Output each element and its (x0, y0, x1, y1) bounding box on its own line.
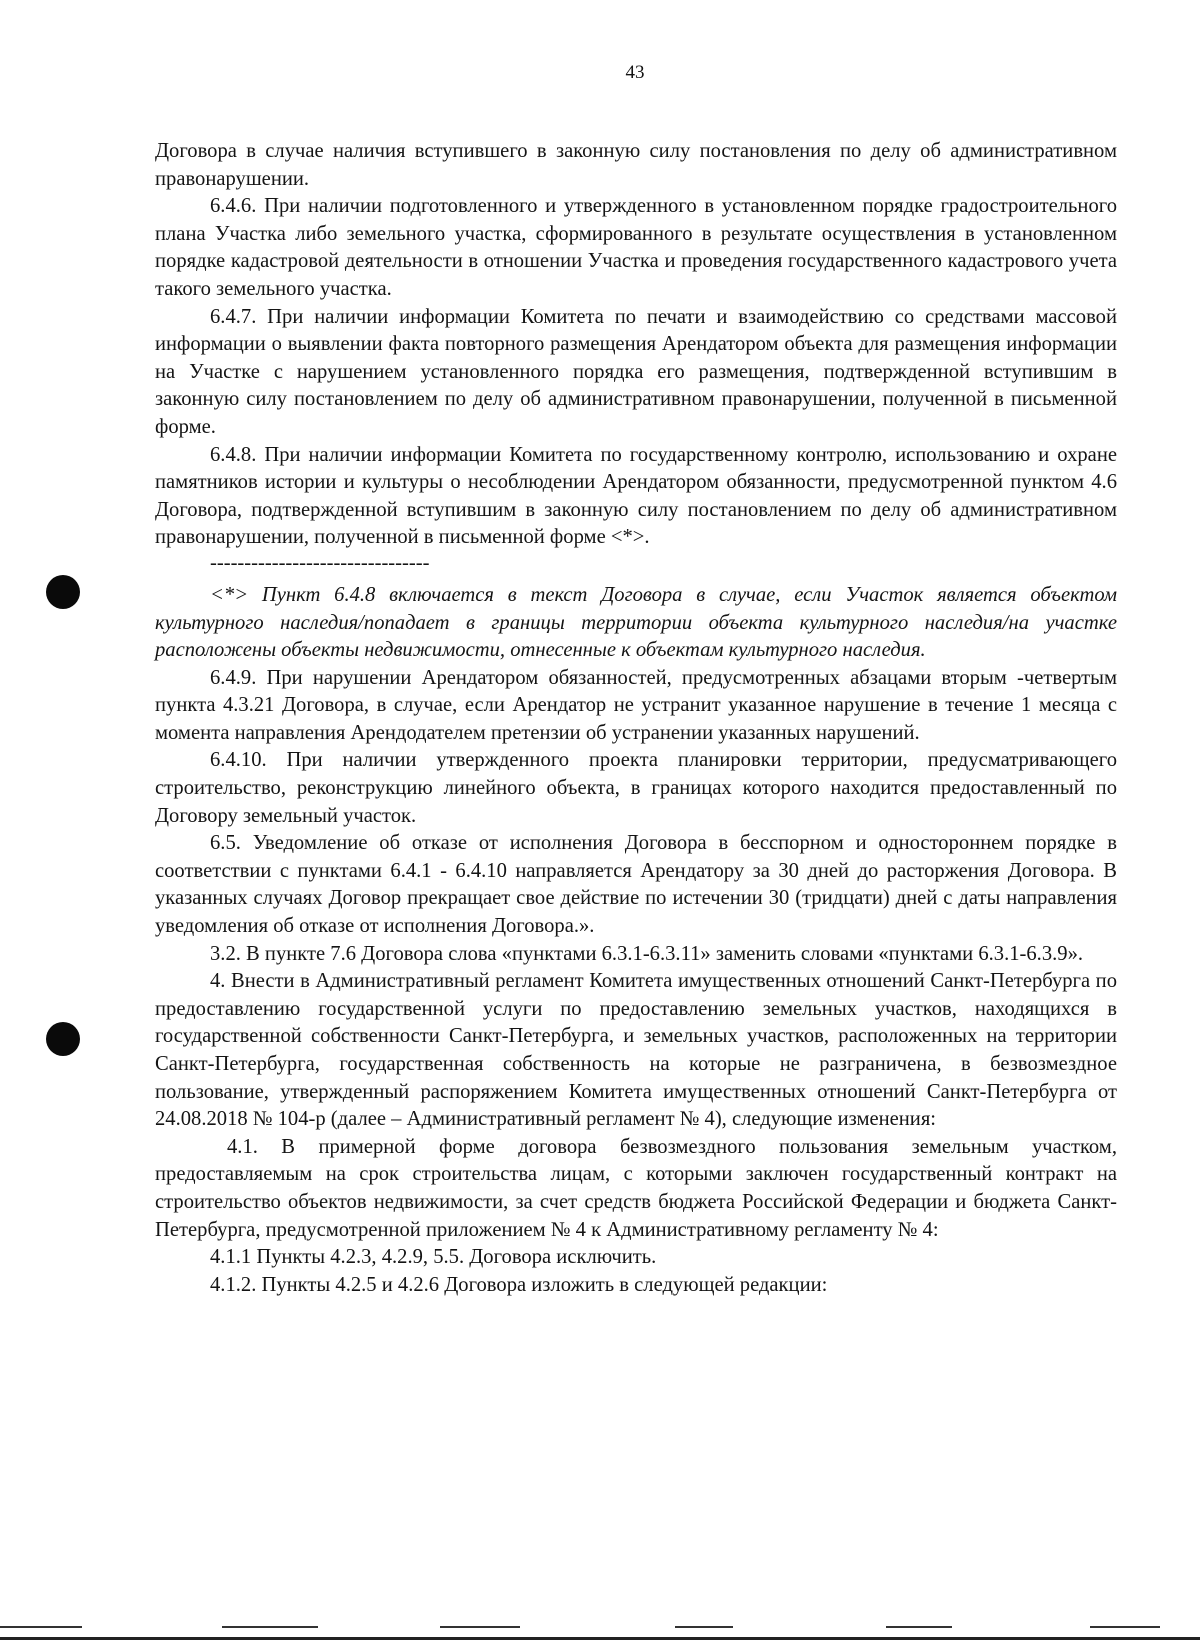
paragraph-6-4-9: 6.4.9. При нарушении Арендатором обязанностей, предусмотренных абзацами вторым -четвертым пункта 4.3.21 Договора, в случае, если Арендатор не устранит указанное нарушение в течение 1 месяца с момента направления Арендодателем претензии об устранении указанных нарушений. (155, 666, 1117, 744)
scan-artifact-line (886, 1626, 952, 1628)
document-body (155, 138, 1117, 1299)
paragraph-4: 4. Внести в Административный регламент Комитета имущественных отношений Санкт-Петербурга по предоставлению государственной услуги по предоставлению земельных участков, находящихся в государственной собственности Санкт-Петербурга, и земельных участков, расположенных на территории Санкт-Петербурга, государственная собственность на которые не разграничена, в безвозмездное пользование, утвержденный распоряжением Комитета имущественных отношений Санкт-Петербурга от 24.08.2018 № 104-р (далее – Административный регламент № 4), следующие изменения: (155, 970, 1117, 1131)
paragraph-4-1-1: 4.1.1 Пункты 4.2.3, 4.2.9, 5.5. Договора исключить. (210, 1246, 657, 1269)
paragraph-6-4-8: 6.4.8. При наличии информации Комитета по государственному контролю, использованию и охране памятников истории и культуры о несоблюдении Арендатором обязанности, предусмотренной пунктом 4.6 Договора, подтвержденной вступившим в законную силу постановлением по делу об административном правонарушении, полученной в письменной форме <*>. (155, 443, 1117, 549)
scan-artifact-line (1090, 1626, 1160, 1628)
paragraph-6-4-10: 6.4.10. При наличии утвержденного проекта планировки территории, предусматривающего строительство, реконструкцию линейного объекта, в границах которого находится предоставленный по Договору земельный участок. (155, 749, 1117, 827)
paragraph-3-2: 3.2. В пункте 7.6 Договора слова «пунктами 6.3.1-6.3.11» заменить словами «пунктами 6.3.1-6.3.9». (210, 942, 1084, 965)
scan-artifact-line (675, 1626, 733, 1628)
page-number: 43 (625, 62, 645, 83)
paragraph-6-4-7: 6.4.7. При наличии информации Комитета по печати и взаимодействию со средствами массовой информации о выявлении факта повторного размещения Арендатором объекта для размещения информации на Участке с нарушением установленного порядка его размещения, подтвержденной вступившим в законную силу постановлением по делу об административном правонарушении, полученной в письменной форме. (155, 305, 1117, 438)
paragraph-4-1: 4.1. В примерной форме договора безвозмездного пользования земельным участком, предоставляемым на срок строительства лицам, с которыми заключен государственный контракт на строительство объектов недвижимости, за счет средств бюджета Российской Федерации и бюджета Санкт-Петербурга, предусмотренной приложением № 4 к Административному регламенту № 4: (155, 1135, 1117, 1241)
scan-bottom-edge (0, 1618, 1200, 1644)
footnote-text: <*> Пункт 6.4.8 включается в текст Договора в случае, если Участок является объектом культурного наследия/попадает в границы территории объекта культурного наследия/на участке расположены объекты недвижимости, отнесенные к объектам культурного наследия. (155, 583, 1117, 662)
binder-hole-icon (46, 575, 80, 609)
scan-artifact-line (222, 1626, 318, 1628)
scan-bottom-border (0, 1637, 1200, 1640)
footnote-separator: -------------------------------- (210, 551, 430, 574)
scan-artifact-line (440, 1626, 520, 1628)
binder-hole-icon (46, 1022, 80, 1056)
paragraph-6-4-6: 6.4.6. При наличии подготовленного и утвержденного в установленном порядке градостроительного плана Участка либо земельного участка, сформированного в результате осуществления в установленном порядке кадастровой деятельности в отношении Участка и проведения государственного кадастрового учета такого земельного участка. (155, 195, 1117, 300)
scan-artifact-line (0, 1626, 82, 1628)
paragraph-4-1-2: 4.1.2. Пункты 4.2.5 и 4.2.6 Договора изложить в следующей редакции: (210, 1273, 828, 1296)
paragraph-6-5: 6.5. Уведомление об отказе от исполнения Договора в бесспорном и одностороннем порядке в соответствии с пунктами 6.4.1 - 6.4.10 направляется Арендатору за 30 дней до расторжения Договора. В указанных случаях Договор прекращает свое действие по истечении 30 (тридцати) дней с даты направления уведомления об отказе от исполнения Договора.». (155, 832, 1117, 938)
paragraph-continuation: Договора в случае наличия вступившего в законную силу постановления по делу об административном правонарушении. (155, 140, 1117, 190)
